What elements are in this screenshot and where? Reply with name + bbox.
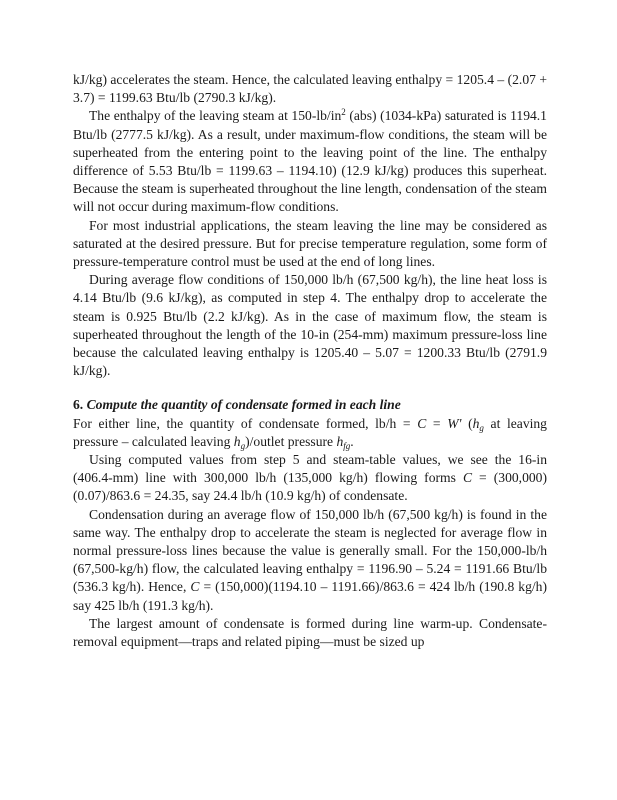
paragraph-1: kJ/kg) accelerates the steam. Hence, the calculated leaving enthalpy = 1205.4 – (2.07 + 3.7) = 1199.63 Btu/lb (2790.3 kJ/kg).: [73, 72, 547, 106]
paragraph-4: During average flow conditions of 150,000 lb/h (67,500 kg/h), the line heat loss is 4.14 Btu/lb (9.6 kJ/kg), as computed in step 4. The enthalpy drop to accelerate the steam is 0.925 Btu/lb (2.2 kJ/kg). As in the case of maximum flow, the steam is superheated throughout the length of the 10-in (254-mm) maximum pressure-loss line because the calculated leaving enthalpy is 1205.40 – 5.07 = 1200.33 Btu/lb (2791.9 kJ/kg).: [73, 272, 547, 379]
document-page: [73, 71, 547, 651]
paragraph-6: Using computed values from step 5 and steam-table values, we see the 16-in (406.4-mm) line with 300,000 lb/h (135,000 kg/h) flowing forms C = (300,000)(0.07)/863.6 = 24.35, say 24.4 lb/h (10.9 kg/h) of condensate.: [73, 452, 547, 504]
paragraph-5: For either line, the quantity of condensate formed, lb/h = C = W' ($h_g$ at leaving pressure – calculated leaving $h_g$)/outlet pressure $h_{fg}$.: [73, 415, 547, 451]
paragraph-8: The largest amount of condensate is formed during line warm-up. Condensate-removal equipment—traps and related piping—must be sized up: [73, 615, 547, 650]
section-heading: 6. Compute the quantity of condensate formed in each line: [73, 397, 401, 413]
paragraph-7: Condensation during an average flow of 150,000 lb/h (67,500 kg/h) is found in the same way. The enthalpy drop to accelerate the steam is neglected for average flow in normal pressure-loss lines because the value is generally small. For the 150,000-lb/h (67,500-kg/h) flow, the calculated leaving enthalpy = 1196.90 – 5.24 = 1191.66 Btu/lb (536.3 kg/h). Hence, C = (150,000)(1194.10 – 1191.66)/863.6 = 424 lb/h (190.8 kg/h) say 425 lb/h (191.3 kg/h).: [73, 506, 548, 613]
paragraph-2: The enthalpy of the leaving steam at $150-lb/in^2$ (abs) (1034-kPa) saturated is 1194.1 Btu/lb (2777.5 kJ/kg). As a result, under maximum-flow conditions, the steam will be superheated from the entering point to the leaving point of the line. The enthalpy difference of 5.53 Btu/lb = 1199.63 – 1194.10) (12.9 kJ/kg) produces this superheat. Because the steam is superheated throughout the line length, condensation of the steam will not occur during maximum-flow conditions.: [73, 107, 547, 215]
paragraph-3: For most industrial applications, the steam leaving the line may be considered as saturated at the desired pressure. But for precise temperature regulation, some form of pressure-temperature control must be used at the end of long lines.: [73, 217, 547, 270]
